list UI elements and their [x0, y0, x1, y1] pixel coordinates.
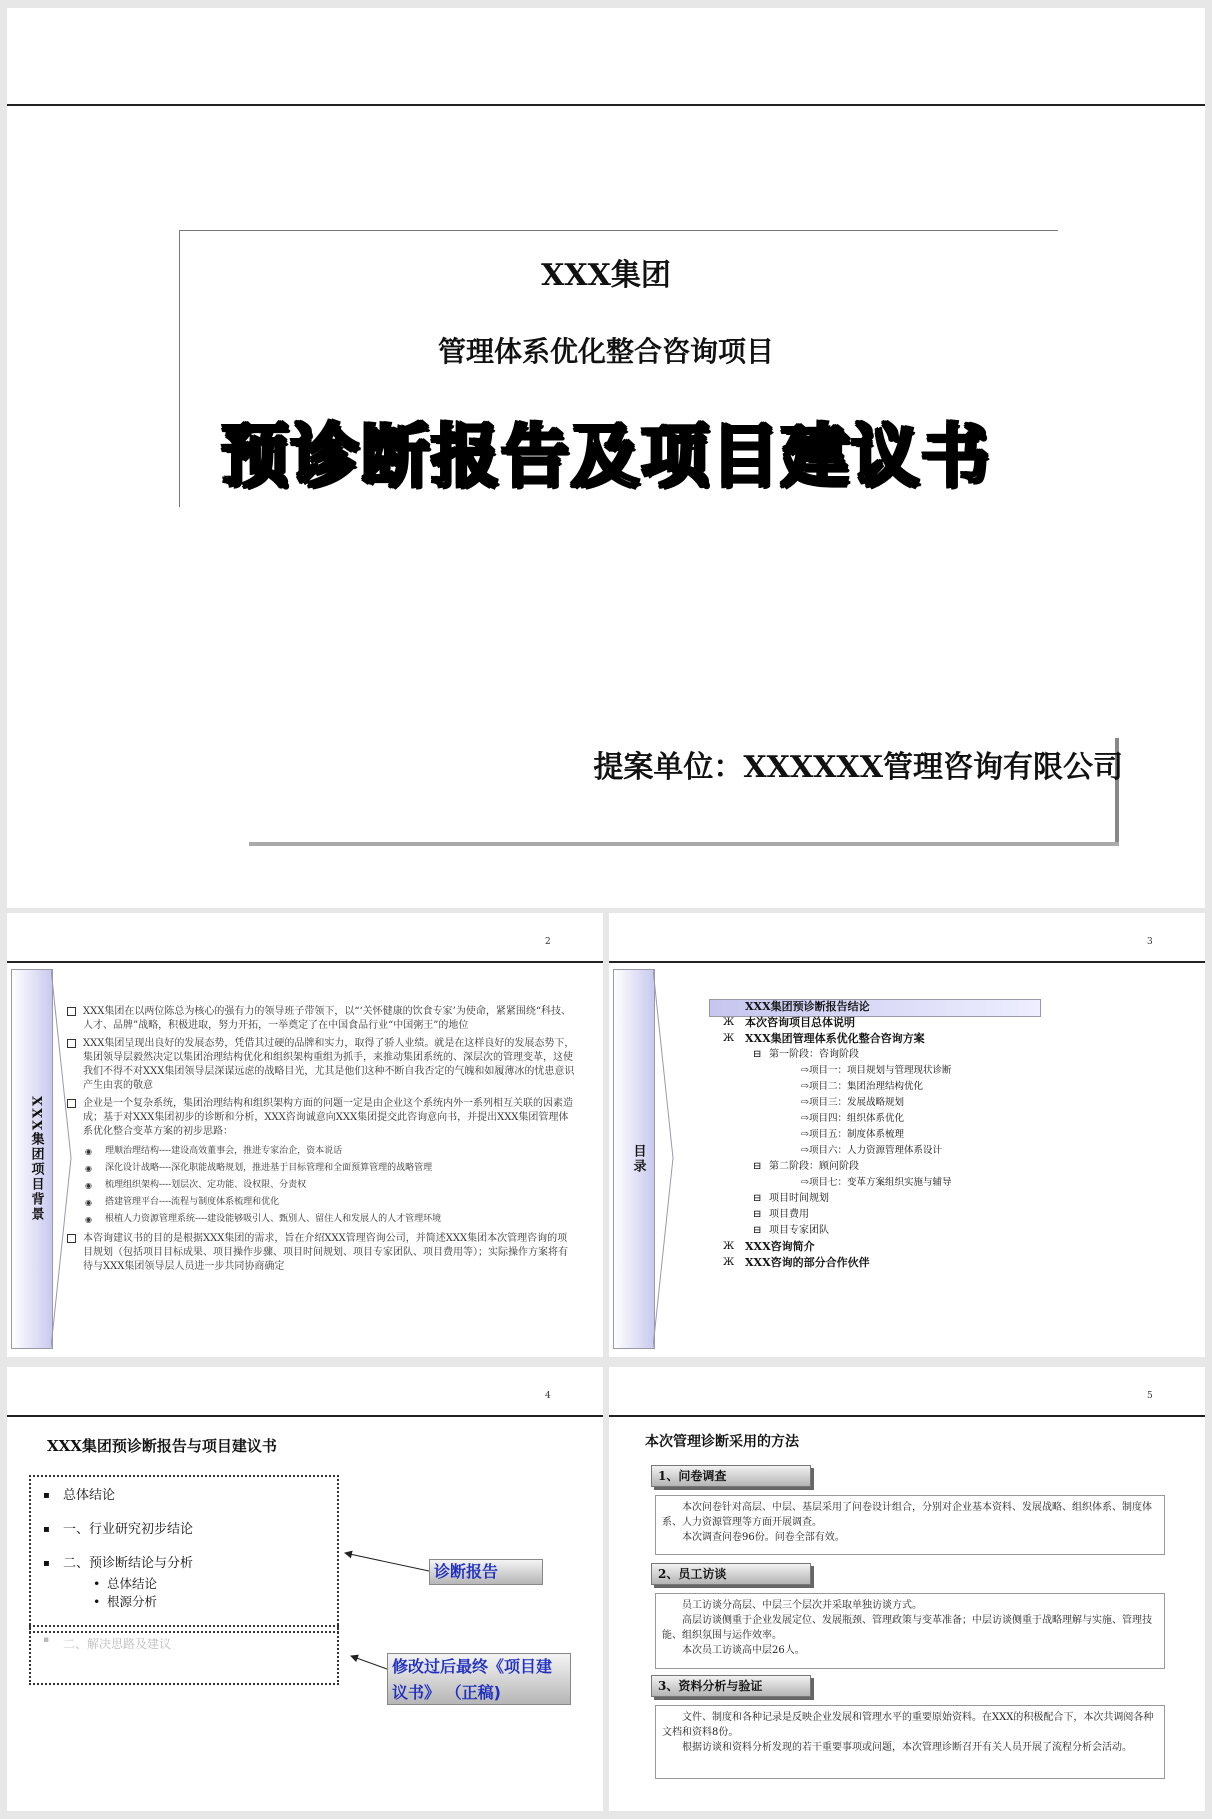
section-line: 文件、制度和各种记录是反映企业发展和管理水平的重要原始资料。在XXX的积极配合下，本次共调阅各种文档和资料8份。 — [662, 1712, 1154, 1738]
sub-item: ◉ 根植人力资源管理系统----建设能够吸引人、甄别人、留住人和发展人的人才管理环境 — [67, 1211, 577, 1228]
table-of-contents — [709, 999, 1169, 1271]
section-tab — [11, 969, 53, 1349]
sub-item: ◉ 理顺治理结构----建设高效董事会，推进专家治企，资本说话 — [67, 1143, 577, 1160]
paragraph: 企业是一个复杂系统，集团治理结构和组织架构方面的问题一定是由企业这个系统内外一系列相互关联的因素造成；基于对XXX集团初步的诊断和分析，XXX咨询诚意向XXX集团提交此咨询意向书，并提出XXX集团管理体系优化整合变革方案的初步思路： — [67, 1097, 577, 1139]
toc-item[interactable] — [709, 1143, 1169, 1159]
slide-title: XXX集团预诊断报告与项目建议书 — [47, 1437, 277, 1455]
callout-proposal: 修改过后最终《项目建议书》 （正稿) — [387, 1653, 571, 1705]
outline-item: ▪ 一、行业研究初步结论 — [43, 1521, 193, 1555]
toc-item-label: ⇨项目四：组织体系优化 — [801, 1113, 904, 1124]
toc-item-label: XXX咨询简介 — [745, 1240, 815, 1253]
toc-item[interactable] — [709, 1031, 1169, 1047]
toc-item[interactable] — [709, 999, 1169, 1015]
section-line: 本次问卷针对高层、中层、基层采用了问卷设计组合，分别对企业基本资料、发展战略、组织体系、制度体系、人力资源管理等方面开展调查。 — [662, 1502, 1152, 1528]
page-number: 3 — [1147, 937, 1153, 947]
section-tab-label: XXX集团项目背景 — [28, 1095, 44, 1223]
toc-item-label: 本次咨询项目总体说明 — [745, 1016, 855, 1029]
section-heading: 1、问卷调查 — [651, 1465, 811, 1487]
toc-item[interactable] — [709, 1063, 1169, 1079]
section-heading: 3、资料分析与验证 — [651, 1675, 811, 1697]
toc-item[interactable] — [709, 1159, 1169, 1175]
toc-item[interactable] — [709, 1111, 1169, 1127]
toc-item-label: XXX集团管理体系优化整合咨询方案 — [745, 1032, 925, 1045]
sub-item: ◉ 搭建管理平台----流程与制度体系梳理和优化 — [67, 1194, 577, 1211]
toc-slide — [609, 913, 1205, 1357]
toc-item-label: 第一阶段：咨询阶段 — [769, 1049, 859, 1060]
toc-item-label: 项目时间规划 — [769, 1193, 829, 1204]
sub-item: ◉ 梳理组织架构----划层次、定功能、设权限、分责权 — [67, 1177, 577, 1194]
section-line: 本次调查问卷96份。问卷全部有效。 — [682, 1532, 845, 1543]
section-tab — [613, 969, 655, 1349]
company-name: XXX集团 — [541, 258, 671, 293]
outline-item: ▪ 总体结论 — [43, 1487, 193, 1521]
outline-sub-item: • 根源分析 — [43, 1593, 193, 1611]
paragraph: 本咨询建议书的目的是根据XXX集团的需求，旨在介绍XXX管理咨询公司，并简述XXX集团本次管理咨询的项目规划（包括项目目标成果、项目操作步骤、项目时间规划、项目专家团队、项目费用等）；实际操作方案将有待与XXX集团领导层人员进一步共同协商确定 — [67, 1232, 577, 1274]
cover-slide — [7, 8, 1205, 908]
toc-item-label: XXX咨询的部分合作伙伴 — [745, 1256, 870, 1269]
slide-title: 本次管理诊断采用的方法 — [645, 1434, 799, 1450]
toc-item[interactable] — [709, 1239, 1169, 1255]
outline-item-muted: ▪ 二、解决思路及建议 — [43, 1635, 171, 1652]
project-name: 管理体系优化整合咨询项目 — [437, 335, 774, 368]
toc-item-label: ⇨项目七：变革方案组织实施与辅导 — [801, 1177, 952, 1188]
toc-item-label: 项目费用 — [769, 1209, 809, 1220]
toc-item-label: 第二阶段：顾问阶段 — [769, 1161, 859, 1172]
toc-item[interactable] — [709, 1191, 1169, 1207]
toc-item-label: ⇨项目六：人力资源管理体系设计 — [801, 1145, 942, 1156]
toc-item[interactable] — [709, 1095, 1169, 1111]
toc-item[interactable] — [709, 1127, 1169, 1143]
toc-item-label: XXX集团预诊断报告结论 — [745, 1000, 870, 1013]
paragraph: XXX集团呈现出良好的发展态势，凭借其过硬的品牌和实力，取得了骄人业绩。就是在这样良好的发展态势下，集团领导层毅然决定以集团治理结构优化和组织架构重组为抓手，来推动集团系统的、深层次的管理变革，这使我们不得不对XXX集团领导层深谋远虑的战略目光，尤其是他们这种不断自我否定的气魄和如履薄冰的忧患意识产生由衷的敬意 — [67, 1037, 577, 1093]
toc-item[interactable] — [709, 1175, 1169, 1191]
toc-item-label: ⇨项目二：集团治理结构优化 — [801, 1081, 923, 1092]
toc-item-label: 项目专家团队 — [769, 1225, 829, 1236]
callout-arrows — [7, 1367, 603, 1811]
toc-item-label: ⇨项目一：项目规划与管理现状诊断 — [801, 1065, 952, 1076]
tab-arrow-icon — [653, 969, 675, 1347]
section-line: 本次员工访谈高中层26人。 — [682, 1645, 805, 1656]
background-text — [67, 1005, 577, 1278]
toc-item-label: ⇨项目三：发展战略规划 — [801, 1097, 904, 1108]
toc-item[interactable] — [709, 1047, 1169, 1063]
methods-slide — [609, 1367, 1205, 1811]
proposer: 提案单位：XXXXXX管理咨询有限公司 — [593, 750, 1123, 785]
structure-slide — [7, 1367, 603, 1811]
section-body — [655, 1593, 1165, 1669]
page-number: 2 — [545, 937, 551, 947]
section-body — [655, 1495, 1165, 1555]
header-rule — [609, 1415, 1205, 1417]
toc-item[interactable] — [709, 1255, 1169, 1271]
toc-item-label: ⇨项目五：制度体系梳理 — [801, 1129, 904, 1140]
header-rule — [609, 961, 1205, 963]
paragraph: XXX集团在以两位陈总为核心的强有力的领导班子带领下，以“‘关怀健康的饮食专家’为使命，紧紧围绕“科技、人才、品牌”战略，积极进取，努力开拓，一举奠定了在中国食品行业“中国粥王”的地位 — [67, 1005, 577, 1033]
frame-shadow-bottom — [249, 842, 1119, 846]
section-line: 员工访谈分高层、中层三个层次并采取单独访谈方式。 — [682, 1600, 922, 1611]
sub-item: ◉ 深化设计战略----深化职能战略规划，推进基于目标管理和全面预算管理的战略管理 — [67, 1160, 577, 1177]
toc-item[interactable] — [709, 1207, 1169, 1223]
outline-sub-item: • 总体结论 — [43, 1575, 193, 1593]
background-slide — [7, 913, 603, 1357]
toc-item[interactable] — [709, 1223, 1169, 1239]
section-line: 高层访谈侧重于企业发展定位、发展瓶颈、管理政策与变革准备；中层访谈侧重于战略理解与实施、管理技能、组织氛围与运作效率。 — [662, 1615, 1152, 1641]
toc-item[interactable] — [709, 1015, 1169, 1031]
callout-diagnosis: 诊断报告 — [429, 1559, 543, 1585]
section-heading: 2、员工访谈 — [651, 1563, 811, 1585]
outline-item: ▪ 二、预诊断结论与分析 — [43, 1555, 193, 1575]
header-rule — [7, 961, 603, 963]
section-body — [655, 1705, 1165, 1779]
page-number: 4 — [545, 1391, 551, 1401]
page-number: 5 — [1147, 1391, 1153, 1401]
top-rule — [7, 104, 1205, 106]
report-title: 预诊断报告及项目建议书 — [220, 417, 991, 497]
section-line: 根据访谈和资料分析发现的若干重要事项或问题，本次管理诊断召开有关人员开展了流程分析会活动。 — [682, 1742, 1132, 1753]
toc-item[interactable] — [709, 1079, 1169, 1095]
section-tab-label: 目录 — [630, 1144, 646, 1174]
